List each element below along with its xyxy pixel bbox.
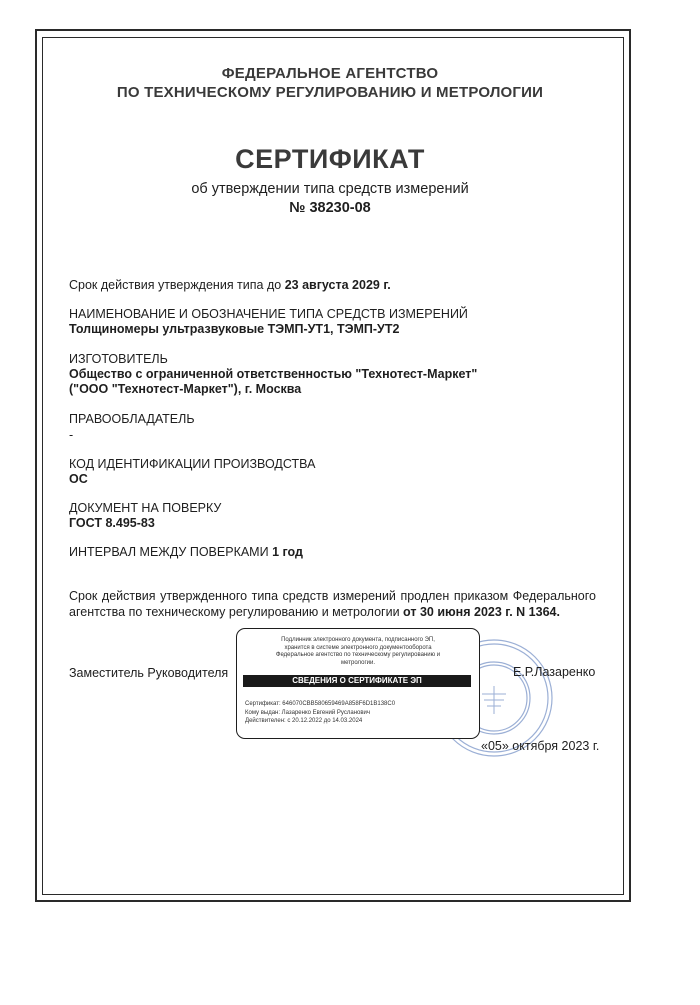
interval-value: 1 год <box>272 545 303 559</box>
validity-line <box>69 278 391 293</box>
verification-doc-label: ДОКУМЕНТ НА ПОВЕРКУ <box>69 501 222 515</box>
type-value: Толщиномеры ультразвуковые ТЭМП-УТ1, ТЭМП-УТ2 <box>69 322 400 336</box>
e-signature-owner-line: Кому выдан: Лазаренко Евгений Русланович <box>245 709 371 716</box>
e-signature-title-bar: СВЕДЕНИЯ О СЕРТИФИКАТЕ ЭП <box>243 675 471 687</box>
manufacturer-label: ИЗГОТОВИТЕЛЬ <box>69 352 168 366</box>
validity-date: 23 августа 2029 г. <box>284 278 391 292</box>
electronic-signature-stamp <box>236 628 480 739</box>
type-label: НАИМЕНОВАНИЕ И ОБОЗНАЧЕНИЕ ТИПА СРЕДСТВ ИЗМЕРЕНИЙ <box>69 307 468 321</box>
interval-line <box>69 545 303 560</box>
holder-label: ПРАВООБЛАДАТЕЛЬ <box>69 412 195 426</box>
certificate-number: № 38230-08 <box>289 200 371 216</box>
manufacturer-value-line-2: ("ООО "Технотест-Маркет"), г. Москва <box>69 382 302 396</box>
e-signature-details <box>245 700 395 726</box>
e-signature-header-line-3: Федеральное агентство по техническому регулированию и <box>275 652 441 658</box>
production-code-label: КОД ИДЕНТИФИКАЦИИ ПРОИЗВОДСТВА <box>69 457 316 471</box>
extension-text: Срок действия утвержденного типа средств измерений продлен приказом Федерального агентства по техническому регулированию и метрологии <box>69 589 596 619</box>
agency-name <box>80 64 580 102</box>
e-signature-cert-line: Сертификат: 646070CBB580659469A858F6D1B138C0 <box>245 701 396 707</box>
holder-value: - <box>69 428 74 442</box>
extension-paragraph <box>69 588 596 620</box>
agency-line-2: ПО ТЕХНИЧЕСКОМУ РЕГУЛИРОВАНИЮ И МЕТРОЛОГИИ <box>116 84 544 101</box>
agency-line-1: ФЕДЕРАЛЬНОЕ АГЕНТСТВО <box>221 65 439 82</box>
signatory-position: Заместитель Руководителя <box>69 666 229 680</box>
production-code-value: ОС <box>69 472 88 486</box>
e-signature-header-line-1: Подлинник электронного документа, подписанного ЭП, <box>281 637 435 643</box>
validity-label: Срок действия утверждения типа до <box>69 278 285 292</box>
certificate-subtitle: об утверждении типа средств измерений <box>191 181 469 197</box>
extension-order: от 30 июня 2023 г. N 1364. <box>403 605 560 619</box>
certificate-title: СЕРТИФИКАТ <box>235 144 425 174</box>
interval-label: ИНТЕРВАЛ МЕЖДУ ПОВЕРКАМИ <box>69 545 273 559</box>
signature-date: «05» октября 2023 г. <box>481 739 600 753</box>
e-signature-header-line-2: хранится в системе электронного документооборота <box>284 644 432 651</box>
e-signature-header <box>247 637 469 667</box>
e-signature-header-line-4: метрологии. <box>340 659 376 666</box>
e-signature-valid-line: Действителен: с 20.12.2022 до 14.03.2024 <box>245 718 363 724</box>
signatory-name: Е.Р.Лазаренко <box>513 665 596 679</box>
verification-doc-value: ГОСТ 8.495-83 <box>69 516 155 530</box>
manufacturer-value-line-1: Общество с ограниченной ответственностью "Технотест-Маркет" <box>69 367 478 381</box>
